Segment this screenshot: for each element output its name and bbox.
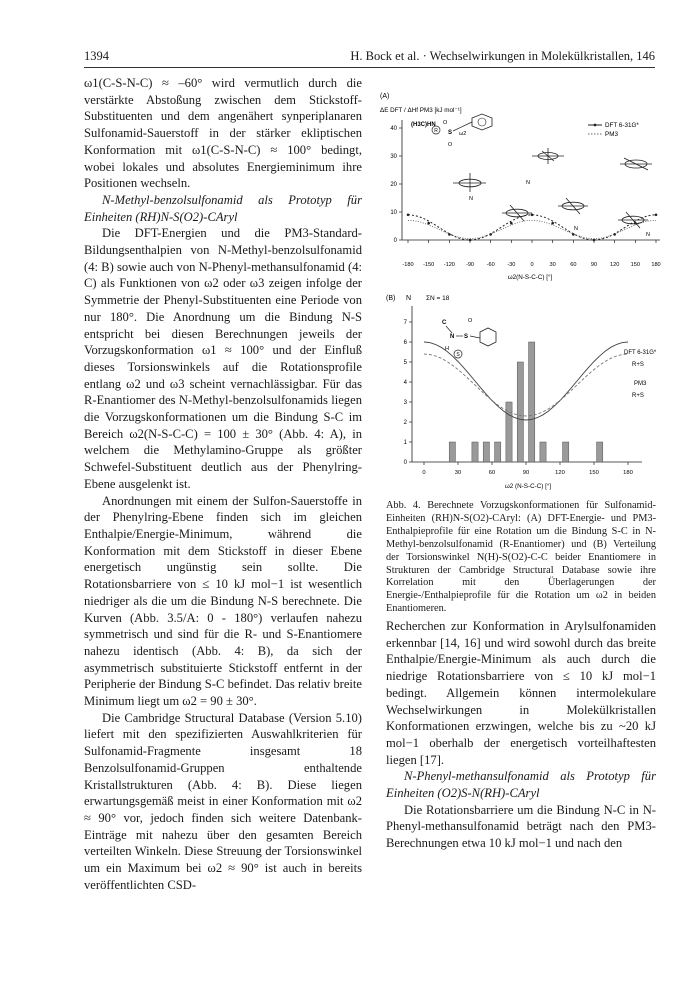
paragraph: Die DFT-Energien und die PM3-Standard-Bildungsenthalpien von N-Methyl-benzolsulfonamid (4: B) sowie auch von N-Phenyl-methansulfonamid (4: C) als Funktionen von ω2 oder ω3 zeigen infolge der Symmetrie der Phenyl-Substituenten eine Periode von nur 180°. Die Anordnung um die Bindung N-S entspricht bei diesen Berechnungen jeweils der Vorzugskonformation ω1 ≈ 100° und der Einfluß dieses Torsionswinkels auf die Rotationsprofile entlang ω2 und ω3 scheint vernachlässigbar. Für das R-Enantiomer des N-Methyl-benzolsulfonamids liegen die Vorzugskonformationen um die Bindung S-C im Bereich ω2(N-S-C-C) = 100 ± 30° (Abb. 4: A), in welchem die Methylamino-Gruppe als größter Schwefel-Substituent deutlich aus der Phenylring-Ebene ausgelenkt ist. — [84, 226, 362, 491]
conformer-n-label: N — [526, 180, 530, 186]
mol-a-phenyl-ring — [472, 114, 492, 130]
y-tick-label: 10 — [390, 210, 397, 216]
y-tick-label: 40 — [390, 126, 397, 132]
y-tick-label: 7 — [403, 320, 407, 326]
running-title: H. Bock et al. · Wechselwirkungen in Molekülkristallen, 146 — [350, 49, 655, 63]
histogram-bar — [472, 442, 478, 462]
paragraph: Anordnungen mit einem der Sulfon-Sauerstoffe in der Phenylring-Ebene finden sich im gleichen Enthalpie/Energie-Minimum, während die Konformation mit dem Stickstoff in dieser Ebene energetisch ungünstig sein sollte. Die Rotationsbarriere von ≤ 10 kJ mol−1 ist wesentlich niedriger als die um die Bindung N-S berechnete. Die Kurven (Abb. 3.5/A: 0 - 180°) verlaufen nahezu symmetrisch und sind für die R- und S-Enantiomere nahezu identisch (Abb. 4: B), da sich der asymmetrisch substituierte Stickstoff entfernt in der Peripherie der Bindung S-C befindet. Das relativ breite Minimum liegt um ω2 = 90 ± 30°. — [84, 493, 362, 709]
mol-a-o-bottom: O — [448, 142, 453, 148]
paragraph: Die Cambridge Structural Database (Version 5.10) liefert mit den spezifizierten Auswahlkriterien für Sulfonamid-Fragmente insgesamt 18 Benzolsulfonamid-Gruppen enthaltende Kristallstrukturen (Abb. 4: B). Diese liegen erwartungsgemäß meist in einer Konformation mit ω2 ≈ 90° vor, jedoch finden sich weitere Datenbank-Einträge mit nahezu über den gesamten Bereich verteilten Winkeln. Diese Streuung der Torsionswinkel um ein Maximum bei ω2 ≈ 90° ist auch in bereits veröffentlichten CSD- — [84, 710, 362, 892]
histogram-bar — [529, 342, 535, 462]
x-tick-label: 60 — [570, 262, 577, 268]
curve-pm3 — [424, 354, 628, 416]
paragraph: ω1(C-S-N-C) ≈ –60° wird vermutlich durch die verstärkte Abstoßung zwischen dem Stickstoff-Substituenten und dem angenähert synperiplanaren Sulfonamid-Sauerstoff in der stärker ekliptischen Konformation mit ω1(C-S-N-C) ≈ 100° bedingt, wobei lokales und absolutes Energieminimum ihre Positionen wechseln. — [84, 76, 362, 191]
histogram-bar — [563, 442, 569, 462]
histogram-bar — [483, 442, 489, 462]
mol-a-substituent: (H3C)HN — [411, 122, 436, 128]
y-tick-label: 20 — [390, 182, 397, 188]
panel-a-xlabel: ω2(N-S-C-C) [°] — [507, 274, 553, 281]
panel-b-total: ΣN = 18 — [426, 295, 450, 302]
conformer-sketch — [620, 158, 652, 170]
mol-a-s: S — [448, 130, 453, 136]
series-pm3-line — [408, 220, 656, 238]
right-column — [386, 618, 656, 852]
y-tick-label: 2 — [403, 420, 407, 426]
mol-b-c: C — [442, 320, 447, 326]
panel-b-xlabel: ω2 (N-S-C-C) [°] — [504, 483, 552, 490]
conformer-sketch — [558, 198, 588, 214]
y-tick-label: 6 — [403, 340, 407, 346]
legend-b-dft-label: DFT 6-31G* — [624, 350, 657, 356]
left-column — [84, 75, 362, 893]
x-tick-label: -150 — [423, 262, 435, 268]
mol-a-o-top: O — [443, 120, 448, 126]
y-tick-label: 4 — [403, 380, 407, 386]
histogram-bar — [495, 442, 501, 462]
mol-b-o: O — [468, 318, 473, 324]
x-tick-label: 180 — [623, 470, 633, 476]
x-tick-label: 30 — [454, 470, 462, 476]
y-tick-label: 0 — [393, 238, 397, 244]
y-tick-label: 5 — [403, 360, 407, 366]
series-dft-point — [407, 214, 410, 217]
x-tick-label: 120 — [609, 262, 620, 268]
legend-b-pm3-sub: R+S — [632, 393, 644, 399]
x-tick-label: 150 — [589, 470, 599, 476]
conformer-n-label: N — [574, 226, 578, 232]
y-tick-label: 1 — [403, 440, 407, 446]
y-tick-label: 0 — [403, 460, 407, 466]
paragraph: Die Rotationsbarriere um die Bindung N-C in N-Phenyl-methansulfonamid beträgt nach den PM3-Berechnungen etwa 10 kJ mol−1 und nach den — [386, 802, 656, 851]
mol-b-s-label: S — [456, 352, 460, 358]
histogram-bar — [597, 442, 603, 462]
mol-b-h: H — [445, 346, 449, 352]
x-tick-label: -60 — [486, 262, 495, 268]
panel-a-ylabel: ΔE DFT / ΔHf PM3 [kJ mol⁻¹] — [380, 107, 462, 114]
figure-svg — [380, 88, 665, 493]
caption-text: Abb. 4. Berechnete Vorzugskonformationen für Sulfonamid-Einheiten (RH)N-S(O2)-CAryl: (A) DFT-Energie- und PM3-Enthalpieprofile für eine Rotation um die Bindung S-C in N-Methyl-benzolsulfonamid (R-Enantiomer) und (B) Verteilung der Torsionswinkel N(H)-S(O2)-C-C beider Enantiomere in Strukturen der Cambridge Structural Database sowie ihre Korrelation mit den Überlagerungen der Energie-/Enthalpieprofile für die Rotation um ω2 in beiden Enantiomeren. — [386, 500, 656, 615]
y-tick-label: 3 — [403, 400, 407, 406]
x-tick-label: 0 — [422, 470, 426, 476]
conformer-sketch — [618, 212, 648, 228]
header-rule — [84, 67, 655, 68]
page-number: 1394 — [84, 49, 109, 63]
conformer-n-label: N — [469, 196, 473, 202]
histogram-bar — [449, 442, 455, 462]
molecule-b — [442, 318, 496, 358]
series-dft-point — [469, 239, 472, 242]
legend-b-dft-sub: R+S — [632, 362, 644, 368]
x-tick-label: -180 — [402, 262, 414, 268]
figure-caption — [386, 500, 656, 616]
legend-b-pm3-label: PM3 — [634, 381, 647, 387]
mol-b-n: N — [450, 334, 455, 340]
series-dft-point — [655, 214, 658, 217]
curve-dft — [424, 342, 628, 420]
x-tick-label: 120 — [555, 470, 565, 476]
x-tick-label: 180 — [651, 262, 661, 268]
mol-b-s: S — [464, 334, 469, 340]
x-tick-label: 90 — [522, 470, 530, 476]
x-tick-label: 150 — [630, 262, 641, 268]
histogram-bar — [517, 362, 523, 462]
section-heading: N-Methyl-benzolsulfonamid als Prototyp für Einheiten (RH)N-S(O2)-CAryl — [84, 192, 362, 224]
series-dft-line — [408, 215, 656, 240]
legend-dft-marker — [594, 124, 597, 127]
conformer-sketch — [532, 148, 564, 164]
x-tick-label: 30 — [549, 262, 556, 268]
panel-b-ylabel: N — [406, 295, 412, 302]
x-tick-label: 90 — [590, 262, 598, 268]
molecule-a — [411, 114, 492, 148]
x-tick-label: 60 — [488, 470, 496, 476]
x-tick-label: -120 — [443, 262, 455, 268]
legend-pm3-label: PM3 — [605, 131, 618, 138]
x-tick-label: -30 — [507, 262, 516, 268]
figure-4 — [380, 88, 665, 493]
mol-a-r: R — [434, 128, 438, 134]
y-tick-label: 30 — [390, 154, 397, 160]
section-heading: N-Phenyl-methansulfonamid als Prototyp für Einheiten (O2)S-N(RH)-CAryl — [386, 769, 656, 801]
conformer-sketch — [453, 173, 486, 192]
mol-a-omega: ω2 — [459, 131, 467, 137]
histogram-bar — [540, 442, 546, 462]
series-dft-point — [531, 214, 534, 217]
paragraph: Recherchen zur Konformation in Arylsulfonamiden erkennbar [14, 16] und wird sowohl durch das breite Enthalpie/Energie-Minimum als auch durch die niedrige Rotationsbarriere von ≤ 10 kJ mol−1 bedingt. Allgemein können intermolekulare Wechselwirkungen in Molekülkristallen Konformationen erzwingen, welche bis zu ~20 kJ mol−1 oberhalb der energetisch vorteilhaftesten liegen [17]. — [386, 619, 656, 767]
series-dft-point — [593, 239, 596, 242]
conformer-n-label: N — [646, 232, 650, 238]
mol-b-phenyl-ring — [480, 328, 496, 346]
panel-a-label: (A) — [380, 93, 390, 100]
panel-b-label: (B) — [386, 295, 396, 302]
legend-dft-label: DFT 6-31G* — [605, 122, 639, 129]
x-tick-label: 0 — [530, 262, 534, 268]
x-tick-label: -90 — [465, 262, 475, 268]
